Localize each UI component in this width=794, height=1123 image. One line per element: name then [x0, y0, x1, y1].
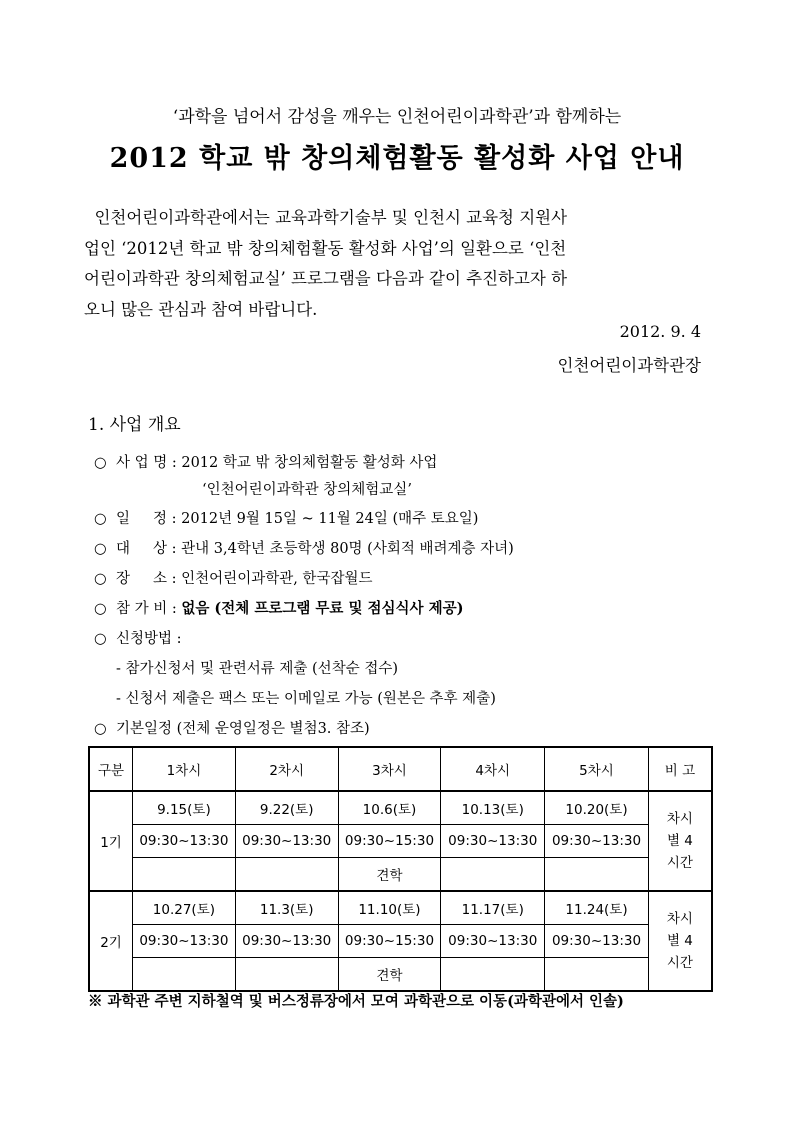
circle-bullet-icon: ○ [94, 455, 107, 471]
date-cell: 10.13(토) [441, 791, 545, 825]
intro-line: 인천어린이과학관에서는 교육과학기술부 및 인천시 교육청 지원사 [84, 208, 568, 227]
table-row [89, 858, 712, 892]
extra-cell [545, 858, 649, 892]
issue-date: 2012. 9. 4 [619, 322, 701, 341]
table-header-row [89, 747, 712, 791]
item-text: 장 소 : 인천어린이과학관, 한국잡월드 [116, 571, 373, 587]
table-row [89, 825, 712, 858]
list-item-fee [94, 595, 734, 625]
time-cell: 09:30~13:30 [235, 925, 338, 958]
list-item-target [94, 535, 734, 565]
date-cell: 11.3(토) [235, 891, 338, 925]
circle-bullet-icon: ○ [94, 511, 107, 527]
column-header: 2차시 [235, 747, 338, 791]
intro-line: 오니 많은 관심과 참여 바랍니다. [84, 299, 318, 319]
intro-line: 업인 ‘2012년 학교 밖 창의체험활동 활성화 사업’의 일환으로 ‘인천 [84, 238, 567, 258]
item-text: 대 상 : 관내 3,4학년 초등학생 80명 (사회적 배려계층 자녀) [116, 541, 514, 557]
group-cell: 2기 [89, 891, 133, 991]
item-text: ‘인천어린이과학관 창의체험교실’ [202, 482, 412, 498]
column-header: 구분 [89, 747, 133, 791]
list-item-schedule [94, 715, 734, 745]
table-row [89, 891, 712, 925]
item-text: 일 정 : 2012년 9월 15일 ~ 11월 24일 (매주 토요일) [116, 511, 479, 527]
time-cell: 09:30~15:30 [338, 925, 441, 958]
schedule-table [88, 746, 713, 992]
intro-line: 어린이과학관 창의체험교실’ 프로그램을 다음과 같이 추진하고자 하 [84, 269, 568, 288]
item-text: 사 업 명 : 2012 학교 밖 창의체험활동 활성화 사업 [116, 455, 438, 471]
intro-paragraph [84, 203, 704, 325]
date-cell: 11.10(토) [338, 891, 441, 925]
time-cell: 09:30~13:30 [235, 825, 338, 858]
column-header: 1차시 [133, 747, 236, 791]
section-heading: 1. 사업 개요 [88, 415, 181, 435]
circle-bullet-icon: ○ [94, 571, 107, 587]
time-cell: 09:30~13:30 [441, 925, 545, 958]
column-header: 비 고 [648, 747, 712, 791]
list-item-period [94, 505, 734, 535]
date-cell: 9.22(토) [235, 791, 338, 825]
extra-cell: 견학 [338, 858, 441, 892]
date-cell: 11.24(토) [545, 891, 649, 925]
document-subtitle: ‘과학을 넘어서 감성을 깨우는 인천어린이과학관’과 함께하는 [172, 107, 622, 127]
time-cell: 09:30~13:30 [133, 825, 236, 858]
time-cell: 09:30~13:30 [545, 825, 649, 858]
list-item-program-subname [94, 479, 734, 505]
circle-bullet-icon: ○ [94, 601, 107, 617]
extra-cell [133, 958, 236, 992]
time-cell: 09:30~13:30 [133, 925, 236, 958]
item-text: 신청방법 : [116, 631, 182, 647]
date-cell: 10.27(토) [133, 891, 236, 925]
note-text: 차시별 4시간 [666, 811, 693, 871]
extra-cell [545, 958, 649, 992]
time-cell: 09:30~13:30 [441, 825, 545, 858]
footnote: ※ 과학관 주변 지하철역 및 버스정류장에서 모여 과학관으로 이동(과학관에서 인솔) [88, 993, 624, 1010]
date-cell: 9.15(토) [133, 791, 236, 825]
list-item-application [94, 625, 734, 655]
extra-cell [441, 958, 545, 992]
time-cell: 09:30~15:30 [338, 825, 441, 858]
group-cell: 1기 [89, 791, 133, 891]
table-row [89, 958, 712, 992]
fee-highlight: 없음 (전체 프로그램 무료 및 점심식사 제공) [181, 600, 464, 617]
column-header: 4차시 [441, 747, 545, 791]
extra-cell [441, 858, 545, 892]
extra-cell [235, 958, 338, 992]
list-subitem: - 참가신청서 및 관련서류 제출 (선착순 접수) [116, 661, 398, 677]
time-cell: 09:30~13:30 [545, 925, 649, 958]
date-cell: 10.20(토) [545, 791, 649, 825]
circle-bullet-icon: ○ [94, 631, 107, 647]
column-header: 5차시 [545, 747, 649, 791]
extra-cell [133, 858, 236, 892]
circle-bullet-icon: ○ [94, 721, 107, 737]
note-text: 차시별 4시간 [666, 911, 693, 971]
note-cell [648, 791, 712, 891]
extra-cell [235, 858, 338, 892]
item-text: 참 가 비 : [116, 601, 182, 617]
circle-bullet-icon: ○ [94, 541, 107, 557]
date-cell: 11.17(토) [441, 891, 545, 925]
list-item-program-name [94, 449, 734, 479]
list-item-location [94, 565, 734, 595]
overview-list [94, 449, 734, 745]
column-header: 3차시 [338, 747, 441, 791]
document-title: 2012 학교 밖 창의체험활동 활성화 사업 안내 [109, 143, 685, 174]
item-text: 기본일정 (전체 운영일정은 별첨3. 참조) [116, 721, 370, 737]
table-row [89, 925, 712, 958]
table-row [89, 791, 712, 825]
note-cell [648, 891, 712, 991]
issuer-name: 인천어린이과학관장 [557, 356, 701, 375]
extra-cell: 견학 [338, 958, 441, 992]
list-subitem: - 신청서 제출은 팩스 또는 이메일로 가능 (원본은 추후 제출) [116, 691, 496, 707]
date-cell: 10.6(토) [338, 791, 441, 825]
